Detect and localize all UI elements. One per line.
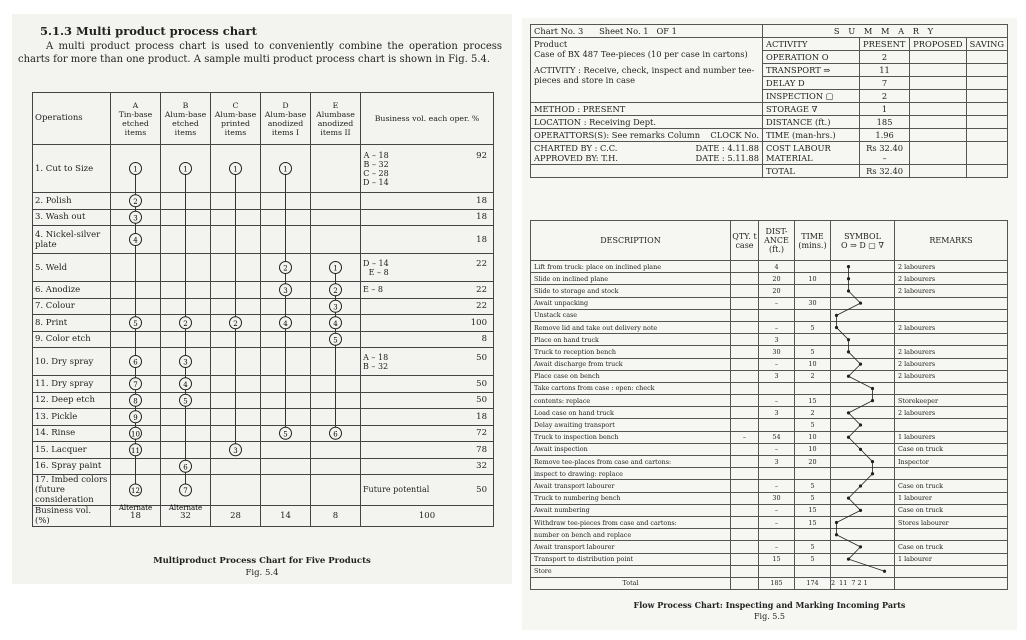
bv-value: 72 <box>476 428 487 439</box>
row-description: Await transport labourer <box>531 480 731 492</box>
row-remarks: 1 labourer <box>895 553 1008 565</box>
sum-row-value: 2 <box>860 90 910 103</box>
row-time: 5 <box>795 346 831 358</box>
operation-seq: 2 <box>133 197 138 206</box>
operation-seq: 1 <box>333 264 338 273</box>
operation-seq: 3 <box>233 446 238 455</box>
sum-head-proposed: PROPOSED <box>910 38 966 51</box>
operation-label: 8. Print <box>33 315 111 332</box>
operation-label: 11. Dry spray <box>33 376 111 393</box>
chart-no: Chart No. 3 <box>534 26 584 36</box>
sum-row-label: TRANSPORT ⇒ <box>763 64 860 77</box>
row-time: 5 <box>795 480 831 492</box>
process-flow-overlay <box>12 14 512 584</box>
operation-label: 1. Cut to Size <box>33 145 111 193</box>
row-remarks: 2 labourers <box>895 273 1008 285</box>
operation-seq: 2 <box>233 319 238 328</box>
row-description: Truck to numbering bench <box>531 492 731 504</box>
row-time: 15 <box>795 395 831 407</box>
operation-seq: 3 <box>283 286 288 295</box>
product-label: Product <box>534 39 568 49</box>
row-remarks: Storekeeper <box>895 395 1008 407</box>
operation-seq: 1 <box>283 165 288 174</box>
row-time: 10 <box>795 358 831 370</box>
sheet-no: Sheet No. 1 <box>599 26 649 36</box>
row-remarks: 2 labourers <box>895 321 1008 333</box>
total-distance: 185 <box>759 577 795 589</box>
footer-label: Business vol. (%) <box>33 506 111 527</box>
right-caption: Flow Process Chart: Inspecting and Marking Incoming Parts <box>633 600 906 610</box>
row-distance: 3 <box>759 456 795 468</box>
row-description: contents: replace <box>531 395 731 407</box>
row-distance: 3 <box>759 370 795 382</box>
operation-seq: 4 <box>283 319 288 328</box>
operation-seq: 3 <box>133 214 138 223</box>
bv-value: 50 <box>476 395 487 406</box>
location: LOCATION : Receiving Dept. <box>531 116 763 129</box>
intro-paragraph: A multi product process chart is used to conveniently combine the operation process charts for more than one product. A sample multi product process chart is shown in Fig. 5.4. <box>18 41 502 65</box>
row-remarks: Case on truck <box>895 504 1008 516</box>
section-heading: 5.1.3 Multi product process chart <box>40 24 257 38</box>
right-page <box>522 18 1017 630</box>
ops-header: Operations <box>33 93 111 145</box>
operators: OPERATTORS(S): See remarks Column <box>534 130 701 140</box>
row-distance: 30 <box>759 492 795 504</box>
bv-header: Business vol. each oper. % <box>361 93 494 145</box>
product-b-header: B Alum-base etched items <box>161 93 211 145</box>
operation-seq: 7 <box>183 487 188 495</box>
operation-label: 3. Wash out <box>33 209 111 226</box>
row-description: inspect to drawing: replace <box>531 468 731 480</box>
total-time: 174 <box>795 577 831 589</box>
sum-row-value: 185 <box>860 116 910 129</box>
sum-row-label: DISTANCE (ft.) <box>763 116 860 129</box>
operation-seq: 5 <box>333 336 338 345</box>
bv-value: 92 <box>476 150 487 161</box>
qty-header: QTY. t case <box>731 221 759 261</box>
remarks-header: REMARKS <box>895 221 1008 261</box>
operation-label: 7. Colour <box>33 298 111 315</box>
row-description: Await discharge from truck <box>531 358 731 370</box>
operation-seq: 7 <box>133 380 138 389</box>
operation-seq: 2 <box>183 319 188 328</box>
bv-value: 22 <box>476 301 487 312</box>
dist-header: DIST-ANCE (ft.) <box>759 221 795 261</box>
summary-title: S U M M A R Y <box>763 25 1008 38</box>
row-distance: – <box>759 443 795 455</box>
footer-d: 14 <box>261 506 311 527</box>
row-distance: – <box>759 297 795 309</box>
operation-seq: 10 <box>131 430 140 439</box>
row-distance: 15 <box>759 553 795 565</box>
footer-a: 18 <box>111 506 161 527</box>
row-distance: 3 <box>759 334 795 346</box>
operation-seq: 1 <box>183 165 188 174</box>
bv-note: D – 14 E – 8 <box>363 258 389 277</box>
operation-label: 15. Lacquer <box>33 442 111 459</box>
sum-row-value: 11 <box>860 64 910 77</box>
footer-total: 100 <box>361 506 494 527</box>
bv-value: 22 <box>476 258 487 269</box>
operation-seq: 3 <box>183 358 188 367</box>
bv-value: 78 <box>476 444 487 455</box>
flow-line-overlay <box>522 18 1017 630</box>
row-description: Slide to storage and stock <box>531 285 731 297</box>
row-distance: – <box>759 321 795 333</box>
row-description: Remove lid and take out delivery note <box>531 321 731 333</box>
operation-seq: 6 <box>133 358 138 367</box>
sum-row-label: COST LABOUR MATERIAL <box>763 142 860 165</box>
row-description: number on bench and replace <box>531 529 731 541</box>
row-remarks: 2 labourers <box>895 346 1008 358</box>
row-remarks: 2 labourers <box>895 370 1008 382</box>
product-c-header: C Alum-base printed items <box>211 93 261 145</box>
row-remarks: 2 labourers <box>895 261 1008 273</box>
operation-seq: 5 <box>283 430 288 439</box>
symbol-flow-line <box>837 267 885 572</box>
sheet-of: OF 1 <box>656 26 677 36</box>
date-2: DATE : 5.11.88 <box>695 153 759 163</box>
operation-seq: 12 <box>131 487 140 495</box>
row-remarks: Case on truck <box>895 443 1008 455</box>
row-remarks: 1 labourer <box>895 492 1008 504</box>
operation-seq: 2 <box>283 264 288 273</box>
bv-value: 50 <box>476 485 487 495</box>
symbol-header: SYMBOL O ⇒ D ▢ ∇ <box>831 221 895 261</box>
row-description: Slide on inclined plane <box>531 273 731 285</box>
operation-seq: 8 <box>133 397 138 406</box>
sum-row-value: Rs 32.40 <box>860 165 910 178</box>
sum-head-saving: SAVING <box>966 38 1007 51</box>
operation-seq: 4 <box>333 319 338 328</box>
operation-seq: 4 <box>183 380 188 389</box>
row-time: 5 <box>795 321 831 333</box>
row-time: 10 <box>795 443 831 455</box>
operation-seq: 3 <box>333 303 338 312</box>
operation-label: 14. Rinse <box>33 425 111 442</box>
operation-seq: 2 <box>333 286 338 295</box>
sum-head-activity: ACTIVITY <box>763 38 860 51</box>
product-value: Case of BX 487 Tee-pieces (10 per case in cartons) <box>534 49 748 59</box>
row-description: Lift from truck: place on inclined plane <box>531 261 731 273</box>
row-time: 2 <box>795 370 831 382</box>
operation-seq: 5 <box>183 397 188 406</box>
operation-label: 6. Anodize <box>33 282 111 299</box>
bv-value: 18 <box>476 234 487 245</box>
sum-row-label: OPERATION O <box>763 51 860 64</box>
sum-row-value: 1 <box>860 103 910 116</box>
clock-no: CLOCK No. <box>710 130 759 140</box>
row-remarks: 2 labourers <box>895 358 1008 370</box>
footer-e: 8 <box>311 506 361 527</box>
row-distance: – <box>759 516 795 528</box>
row-description: Withdraw tee-pieces from case and cartons: <box>531 516 731 528</box>
operation-seq: 1 <box>133 165 138 174</box>
product-e-header: E Alumbase anodized items II <box>311 93 361 145</box>
row-description: Place on hand truck <box>531 334 731 346</box>
sum-row-label: DELAY D <box>763 77 860 90</box>
bv-note: A – 18 B – 32 <box>363 352 389 371</box>
row-time: 5 <box>795 541 831 553</box>
operation-label: 5. Weld <box>33 254 111 282</box>
operation-label: 12. Deep etch <box>33 392 111 409</box>
operation-label: 2. Polish <box>33 193 111 210</box>
row-description: Unstack case <box>531 309 731 321</box>
sum-row-label: TOTAL <box>763 165 860 178</box>
row-distance: – <box>759 358 795 370</box>
sum-row-value: 1.96 <box>860 129 910 142</box>
row-remarks: 2 labourers <box>895 407 1008 419</box>
bv-value: 50 <box>476 352 487 363</box>
operation-label: 9. Color etch <box>33 331 111 348</box>
row-time: 15 <box>795 504 831 516</box>
row-description: Take cartons from case : open: check <box>531 382 731 394</box>
desc-header: DESCRIPTION <box>531 221 731 261</box>
sum-row-label: STORAGE ∇ <box>763 103 860 116</box>
row-distance: 4 <box>759 261 795 273</box>
row-time: 5 <box>795 419 831 431</box>
left-fig-number: Fig. 5.4 <box>245 568 279 578</box>
activity-text: ACTIVITY : Receive, check, inspect and number tee-pieces and store in case <box>534 65 755 85</box>
sum-row-value: Rs 32.40 – <box>860 142 910 165</box>
charted-by: CHARTED BY : C.C. <box>534 143 618 153</box>
date-1: DATE : 4.11.88 <box>695 143 759 153</box>
row-remarks: 2 labourers <box>895 285 1008 297</box>
bv-value: 22 <box>476 284 487 295</box>
operation-label: 17. Imbed colors (future consideration <box>33 475 111 506</box>
row-description: Await unpacking <box>531 297 731 309</box>
operation-label: 10. Dry spray <box>33 348 111 376</box>
row-distance: – <box>759 541 795 553</box>
bv-note: A – 18 B – 32 C – 28 D – 14 <box>363 150 389 187</box>
row-description: Load case on hand truck <box>531 407 731 419</box>
row-time: 5 <box>795 553 831 565</box>
row-description: Await transport labourer <box>531 541 731 553</box>
row-description: Delay awaiting transport <box>531 419 731 431</box>
row-remarks: Stores labourer <box>895 516 1008 528</box>
row-distance: – <box>759 395 795 407</box>
operation-label: 13. Pickle <box>33 409 111 426</box>
operation-seq: 4 <box>133 236 138 245</box>
row-time: 5 <box>795 492 831 504</box>
operation-label: 4. Nickel-silver plate <box>33 226 111 254</box>
total-symbols: 2 11 7 2 1 <box>831 577 895 589</box>
row-distance: – <box>759 480 795 492</box>
operation-label: 16. Spray paint <box>33 458 111 475</box>
row-remarks: Case on truck <box>895 541 1008 553</box>
row-time: 2 <box>795 407 831 419</box>
row-time: 30 <box>795 297 831 309</box>
row-distance: 54 <box>759 431 795 443</box>
row-description: Truck to inspection bench <box>531 431 731 443</box>
bv-value: 100 <box>470 317 487 328</box>
row-remarks: Inspector <box>895 456 1008 468</box>
operation-seq: 9 <box>133 413 138 422</box>
row-distance: 3 <box>759 407 795 419</box>
sum-head-present: PRESENT <box>860 38 910 51</box>
time-header: TIME (mins.) <box>795 221 831 261</box>
operation-seq: 11 <box>131 446 140 455</box>
bv-note: E – 8 <box>363 284 384 294</box>
row-distance: – <box>759 504 795 516</box>
bv-value: 32 <box>476 461 487 472</box>
row-description: Truck to reception bench <box>531 346 731 358</box>
bv-note: Future potential <box>363 485 430 494</box>
sum-row-label: INSPECTION ▢ <box>763 90 860 103</box>
footer-c: 28 <box>211 506 261 527</box>
sum-row-value: 7 <box>860 77 910 90</box>
operation-seq: 6 <box>183 463 188 472</box>
row-description: Remove tee-places from case and cartons: <box>531 456 731 468</box>
sum-row-label: TIME (man-hrs.) <box>763 129 860 142</box>
row-description: Place case on bench <box>531 370 731 382</box>
row-time: 10 <box>795 273 831 285</box>
left-page <box>12 14 512 584</box>
left-caption: Multiproduct Process Chart for Five Products <box>153 556 371 566</box>
row-time: 20 <box>795 456 831 468</box>
alternate-label: Alternate <box>168 504 203 512</box>
operation-seq: 1 <box>233 165 238 174</box>
right-fig-number: Fig. 5.5 <box>753 612 786 621</box>
row-time: 15 <box>795 516 831 528</box>
sum-row-value: 2 <box>860 51 910 64</box>
row-remarks: 1 labourers <box>895 431 1008 443</box>
row-description: Transport to distribution point <box>531 553 731 565</box>
row-description: Await numbering <box>531 504 731 516</box>
bv-value: 18 <box>476 212 487 223</box>
approved-by: APPROVED BY: T.H. <box>534 153 619 163</box>
row-distance: 20 <box>759 285 795 297</box>
product-d-header: D Alum-base anodized items I <box>261 93 311 145</box>
footer-b: 32 <box>161 506 211 527</box>
operation-seq: 6 <box>333 430 338 439</box>
bv-value: 18 <box>476 195 487 206</box>
row-remarks: Case on truck <box>895 480 1008 492</box>
bv-value: 8 <box>481 334 487 345</box>
operation-seq: 5 <box>133 319 138 328</box>
row-description: Store <box>531 565 731 577</box>
row-distance: 20 <box>759 273 795 285</box>
row-qty: – <box>731 431 759 443</box>
bv-value: 18 <box>476 411 487 422</box>
row-distance: 30 <box>759 346 795 358</box>
product-a-header: A Tin-base etched items <box>111 93 161 145</box>
method: METHOD : PRESENT <box>531 103 763 116</box>
bv-value: 50 <box>476 378 487 389</box>
row-description: Await inspection <box>531 443 731 455</box>
total-label: Total <box>531 577 731 589</box>
alternate-label: Alternate <box>118 504 153 512</box>
row-time: 10 <box>795 431 831 443</box>
